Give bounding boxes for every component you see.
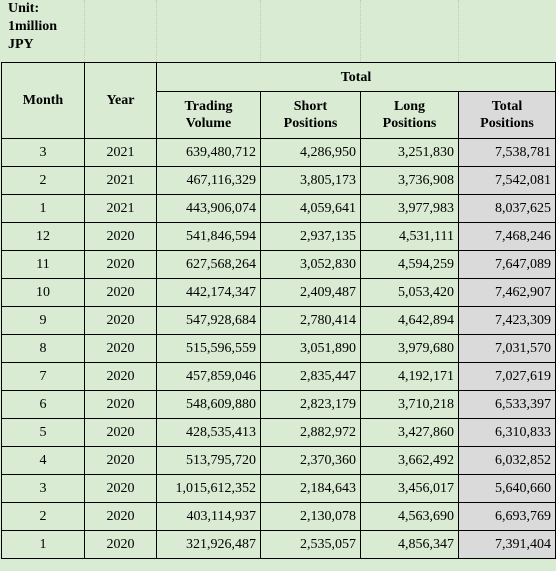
cell-month: 12 (2, 223, 85, 251)
cell-short-positions: 2,882,972 (261, 419, 361, 447)
cell-total-positions: 7,538,781 (459, 139, 556, 167)
cell-month: 9 (2, 307, 85, 335)
cell-total-positions: 6,693,769 (459, 503, 556, 531)
cell-long-positions: 4,642,894 (361, 307, 459, 335)
cell-year: 2020 (85, 447, 157, 475)
table-row (2, 531, 556, 559)
cell-long-positions: 3,736,908 (361, 167, 459, 195)
cell-trading-volume: 627,568,264 (157, 251, 261, 279)
cell-long-positions: 4,563,690 (361, 503, 459, 531)
cell-short-positions: 3,051,890 (261, 335, 361, 363)
cell-month: 3 (2, 139, 85, 167)
cell-long-positions: 3,427,860 (361, 419, 459, 447)
cell-total-positions: 7,423,309 (459, 307, 556, 335)
cell-short-positions: 2,535,057 (261, 531, 361, 559)
cell-trading-volume: 443,906,074 (157, 195, 261, 223)
cell-long-positions: 4,192,171 (361, 363, 459, 391)
cell-short-positions: 2,937,135 (261, 223, 361, 251)
cell-month: 2 (2, 167, 85, 195)
cell-long-positions: 3,710,218 (361, 391, 459, 419)
header-total-positions: Total Positions (459, 92, 556, 139)
cell-trading-volume: 1,015,612,352 (157, 475, 261, 503)
table-row (2, 223, 556, 251)
cell-year: 2020 (85, 223, 157, 251)
cell-long-positions: 3,456,017 (361, 475, 459, 503)
table-row (2, 335, 556, 363)
cell-year: 2021 (85, 167, 157, 195)
cell-long-positions: 3,977,983 (361, 195, 459, 223)
cell-total-positions: 6,310,833 (459, 419, 556, 447)
table-row (2, 195, 556, 223)
cell-year: 2020 (85, 335, 157, 363)
table-row (2, 363, 556, 391)
cell-short-positions: 3,052,830 (261, 251, 361, 279)
cell-year: 2020 (85, 531, 157, 559)
cell-short-positions: 2,184,643 (261, 475, 361, 503)
unit-line-3: JPY (8, 37, 34, 52)
cell-short-positions: 3,805,173 (261, 167, 361, 195)
header-month: Month (2, 63, 85, 139)
cell-year: 2020 (85, 307, 157, 335)
cell-trading-volume: 457,859,046 (157, 363, 261, 391)
cell-long-positions: 4,594,259 (361, 251, 459, 279)
cell-short-positions: 2,409,487 (261, 279, 361, 307)
header-short-positions: Short Positions (261, 92, 361, 139)
cell-total-positions: 7,462,907 (459, 279, 556, 307)
cell-trading-volume: 548,609,880 (157, 391, 261, 419)
cell-year: 2020 (85, 503, 157, 531)
cell-long-positions: 3,979,680 (361, 335, 459, 363)
cell-total-positions: 7,542,081 (459, 167, 556, 195)
table-row (2, 279, 556, 307)
cell-month: 4 (2, 447, 85, 475)
unit-label (8, 0, 57, 54)
cell-year: 2020 (85, 475, 157, 503)
cell-year: 2020 (85, 419, 157, 447)
cell-long-positions: 3,662,492 (361, 447, 459, 475)
table-row (2, 419, 556, 447)
cell-month: 7 (2, 363, 85, 391)
cell-short-positions: 2,823,179 (261, 391, 361, 419)
cell-total-positions: 5,640,660 (459, 475, 556, 503)
cell-trading-volume: 547,928,684 (157, 307, 261, 335)
cell-long-positions: 5,053,420 (361, 279, 459, 307)
cell-trading-volume: 403,114,937 (157, 503, 261, 531)
cell-year: 2020 (85, 391, 157, 419)
table-row (2, 251, 556, 279)
cell-trading-volume: 515,596,559 (157, 335, 261, 363)
cell-total-positions: 7,647,089 (459, 251, 556, 279)
table-row (2, 139, 556, 167)
cell-month: 2 (2, 503, 85, 531)
cell-trading-volume: 442,174,347 (157, 279, 261, 307)
cell-month: 8 (2, 335, 85, 363)
cell-long-positions: 3,251,830 (361, 139, 459, 167)
cell-total-positions: 6,032,852 (459, 447, 556, 475)
header-year: Year (85, 63, 157, 139)
cell-total-positions: 6,533,397 (459, 391, 556, 419)
cell-trading-volume: 467,116,329 (157, 167, 261, 195)
cell-year: 2020 (85, 251, 157, 279)
cell-total-positions: 7,468,246 (459, 223, 556, 251)
cell-year: 2020 (85, 279, 157, 307)
table-row (2, 475, 556, 503)
table-row (2, 447, 556, 475)
cell-short-positions: 4,286,950 (261, 139, 361, 167)
cell-short-positions: 4,059,641 (261, 195, 361, 223)
cell-month: 11 (2, 251, 85, 279)
cell-trading-volume: 321,926,487 (157, 531, 261, 559)
cell-year: 2020 (85, 363, 157, 391)
cell-month: 3 (2, 475, 85, 503)
cell-month: 6 (2, 391, 85, 419)
cell-month: 10 (2, 279, 85, 307)
cell-short-positions: 2,780,414 (261, 307, 361, 335)
header-long-positions: Long Positions (361, 92, 459, 139)
table-row (2, 503, 556, 531)
cell-trading-volume: 513,795,720 (157, 447, 261, 475)
cell-trading-volume: 428,535,413 (157, 419, 261, 447)
cell-total-positions: 7,391,404 (459, 531, 556, 559)
header-total: Total (157, 63, 556, 92)
cell-month: 5 (2, 419, 85, 447)
cell-short-positions: 2,835,447 (261, 363, 361, 391)
cell-total-positions: 7,027,619 (459, 363, 556, 391)
cell-total-positions: 8,037,625 (459, 195, 556, 223)
table-row (2, 391, 556, 419)
top-gridlines (0, 0, 556, 62)
cell-year: 2021 (85, 195, 157, 223)
unit-line-2: 1million (8, 19, 58, 34)
header-trading-volume: Trading Volume (157, 92, 261, 139)
cell-month: 1 (2, 531, 85, 559)
cell-year: 2021 (85, 139, 157, 167)
cell-month: 1 (2, 195, 85, 223)
table-row (2, 167, 556, 195)
unit-line-1: Unit: (8, 1, 40, 16)
cell-trading-volume: 541,846,594 (157, 223, 261, 251)
cell-total-positions: 7,031,570 (459, 335, 556, 363)
table-row (2, 307, 556, 335)
table-body (2, 139, 556, 559)
cell-short-positions: 2,130,078 (261, 503, 361, 531)
cell-long-positions: 4,531,111 (361, 223, 459, 251)
cell-long-positions: 4,856,347 (361, 531, 459, 559)
cell-trading-volume: 639,480,712 (157, 139, 261, 167)
cell-short-positions: 2,370,360 (261, 447, 361, 475)
positions-table (1, 62, 556, 559)
